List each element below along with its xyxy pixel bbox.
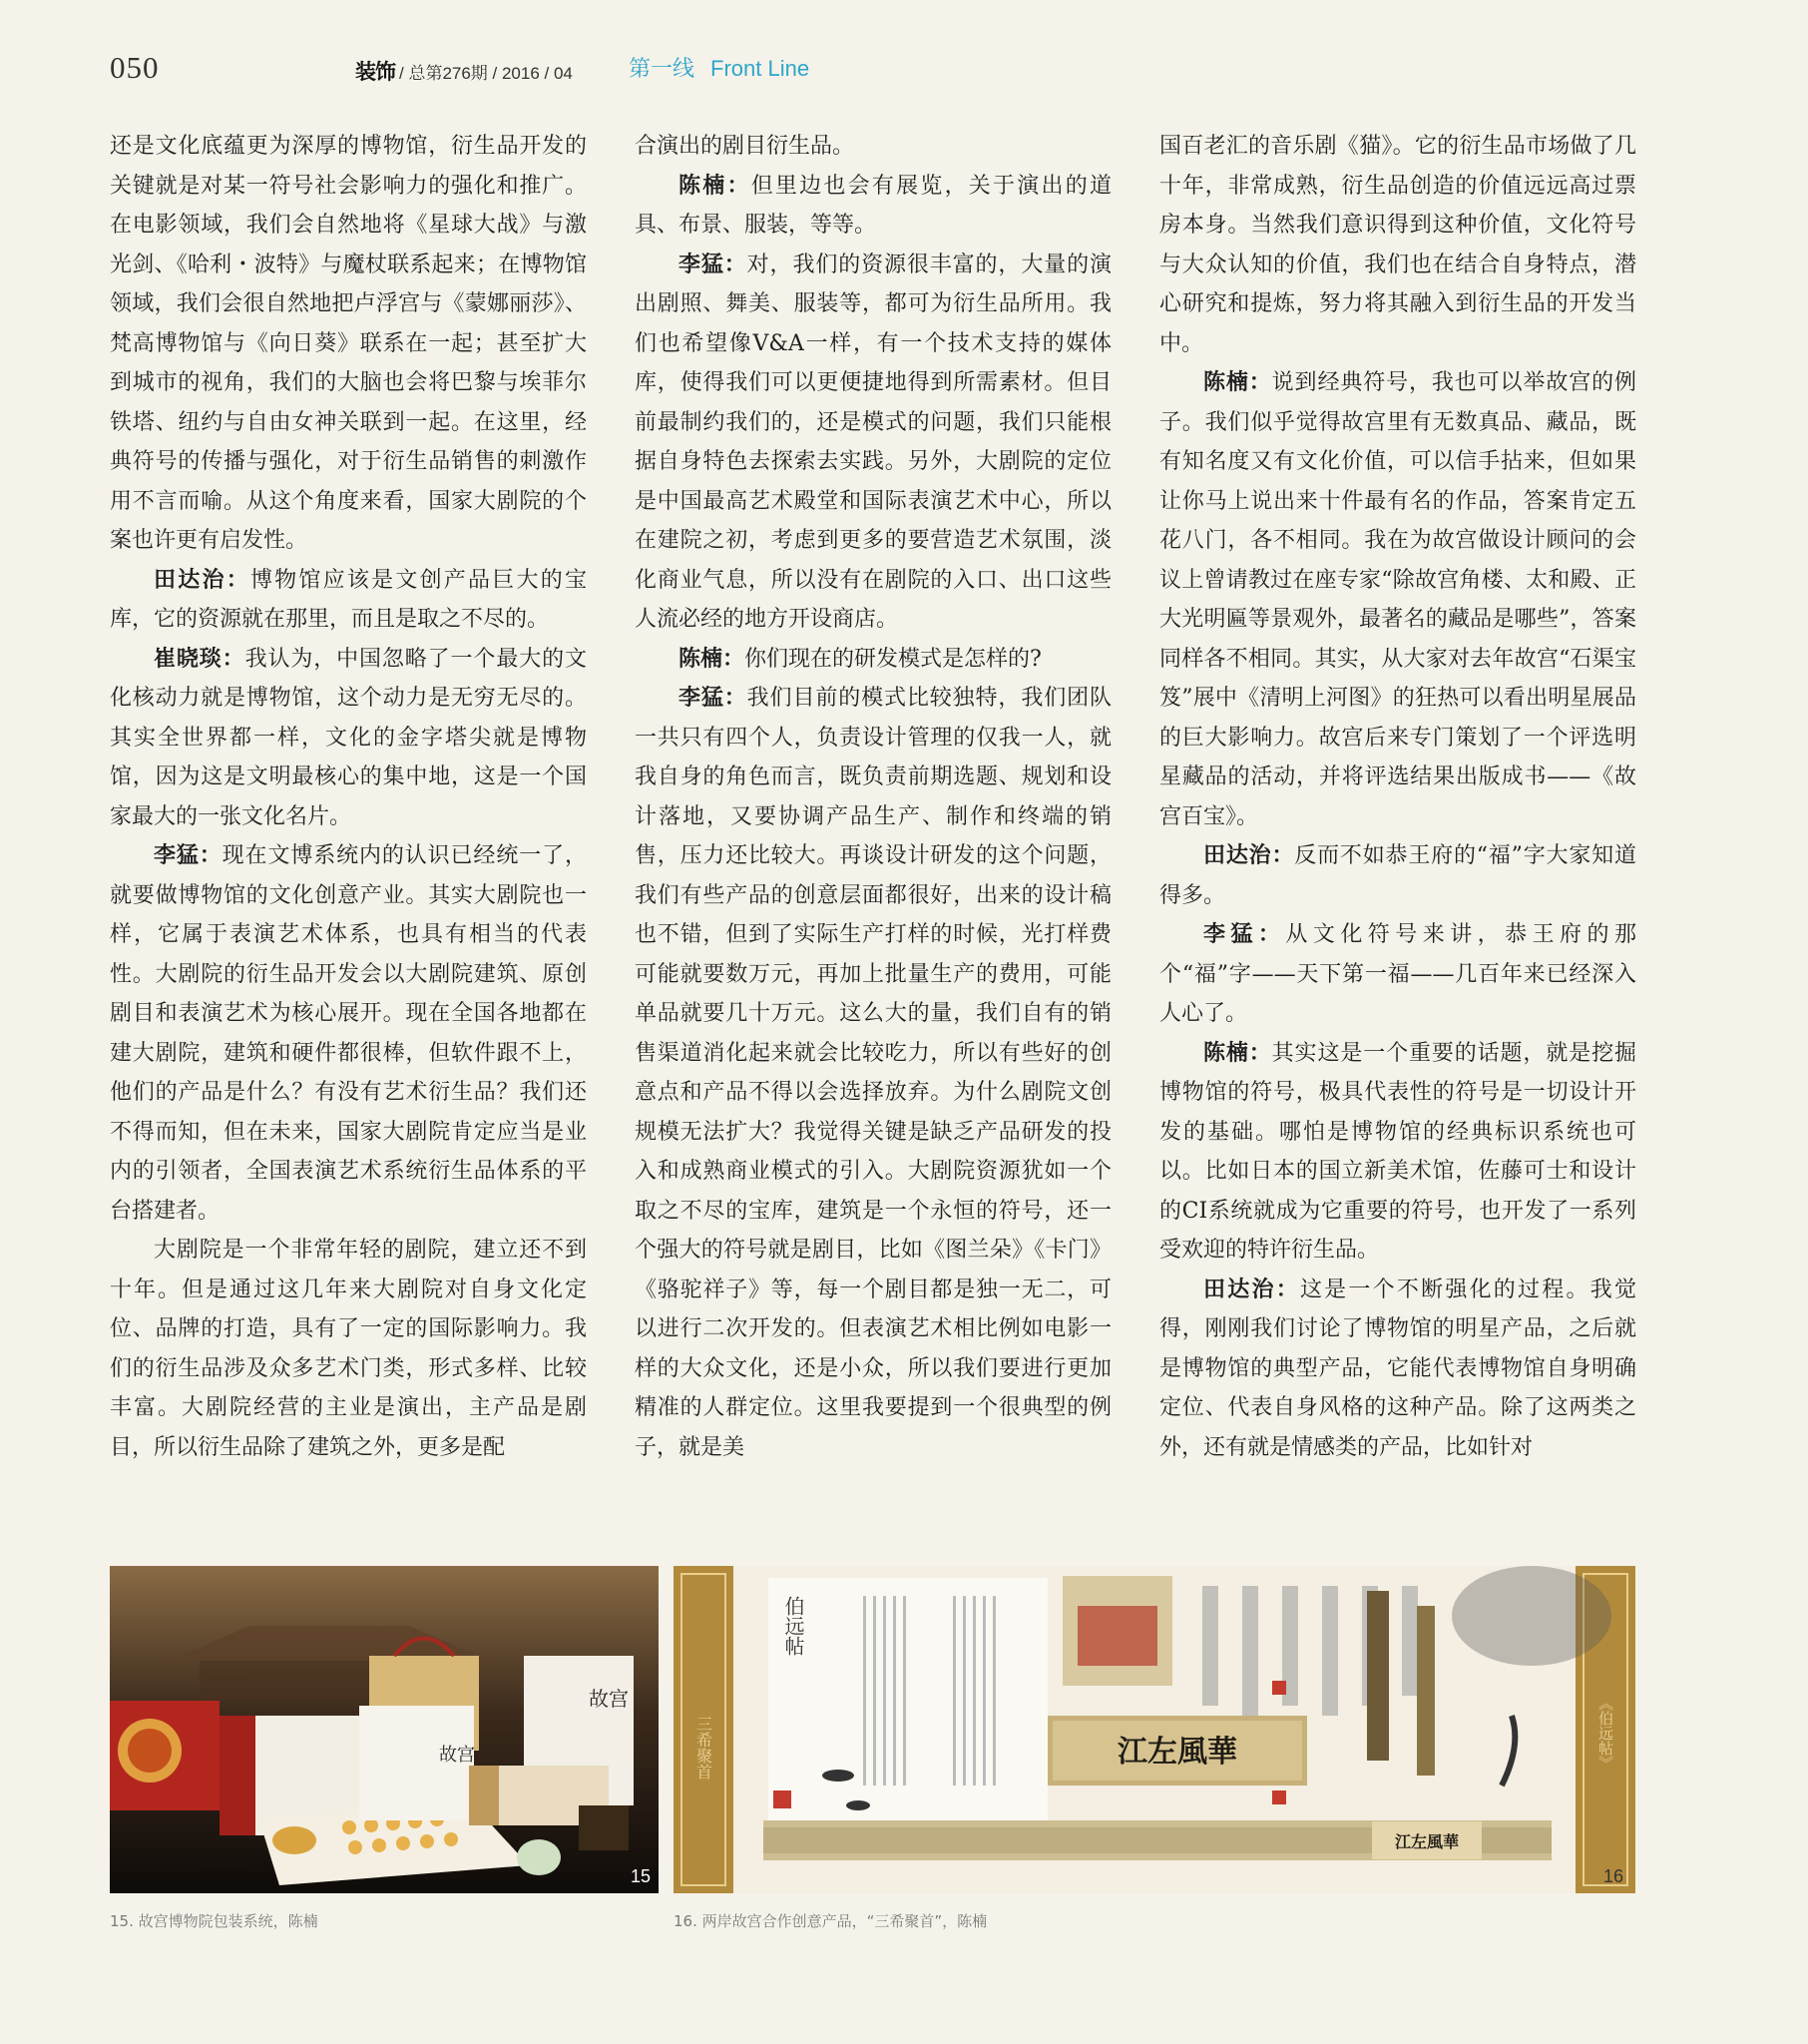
paragraph-text: 其实这是一个重要的话题，就是挖掘博物馆的符号，极具代表性的符号是一切设计开发的基础。哪怕是博物馆的经典标识系统也可以。比如日本的国立新美术馆，佐藤可士和设计的CI系统就成为它重要的符号，也开发了一系列受欢迎的特许衍生品。 bbox=[1159, 1040, 1636, 1263]
figure-15-caption: 15. 故宫博物院包装系统，陈楠 bbox=[110, 1912, 318, 1930]
paragraph-text: 从文化符号来讲，恭王府的那个“福”字——天下第一福——几百年来已经深入人心了。 bbox=[1159, 922, 1636, 1026]
paragraph-text: 这是一个不断强化的过程。我觉得，刚刚我们讨论了博物馆的明星产品，之后就是博物馆的典型产品，它能代表博物馆自身明确定位、代表自身风格的这种产品。除了这两类之外，还有就是情感类的产品，比如针对 bbox=[1159, 1277, 1636, 1460]
article-paragraph bbox=[110, 1231, 587, 1464]
figure-16-number: 16 bbox=[1602, 1866, 1623, 1886]
magazine-meta bbox=[355, 56, 573, 86]
article-paragraph bbox=[1159, 363, 1636, 836]
paragraph-text: 我们目前的模式比较独特，我们团队一共只有四个人，负责设计管理的仅我一人，就我自身的角色而言，既负责前期选题、规划和设计落地，又要协调产品生产、制作和终端的销售，压力还比较大。再谈设计研发的这个问题，我们有些产品的创意层面都很好，出来的设计稿也不错，但到了实际生产打样的时候，光打样费可能就要数万元，再加上批量生产的费用，可能单品就要几十万元。这么大的量，我们自有的销售渠道消化起来就会比较吃力，所以有些好的创意点和产品不得以会选择放弃。为什么剧院文创规模无法扩大？我觉得关键是缺乏产品研发的投入和成熟商业模式的引入。大剧院资源犹如一个取之不尽的宝库，建筑是一个永恒的符号，还一个强大的符号就是剧目，比如《图兰朵》《卡门》《骆驼祥子》等，每一个剧目都是独一无二，可以进行二次开发的。但表演艺术相比例如电影一样的大众文化，还是小众，所以我们要进行更加精准的人群定位。这里我要提到一个很典型的例子，就是美 bbox=[635, 686, 1112, 1460]
speaker-name: 崔晓琰： bbox=[154, 646, 245, 672]
paragraph-text: 国百老汇的音乐剧《猫》。它的衍生品市场做了几十年，非常成熟，衍生品创造的价值远远高过票房本身。当然我们意识得到这种价值，文化符号与大众认知的价值，我们也在结合自身特点，潜心研究和提炼，努力将其融入到衍生品的开发当中。 bbox=[1159, 134, 1636, 356]
article-paragraph bbox=[110, 561, 587, 640]
article-paragraph bbox=[1159, 836, 1636, 915]
page-number: 050 bbox=[110, 50, 160, 85]
packaging-illustration bbox=[110, 1566, 659, 1893]
speaker-name: 陈楠： bbox=[1203, 370, 1272, 395]
side-label-left: 三希聚首 bbox=[693, 1716, 713, 1780]
article-paragraph bbox=[1159, 127, 1636, 363]
section-label-cn: 第一线 bbox=[629, 57, 695, 82]
package-label-2: 故宫 bbox=[589, 1687, 629, 1711]
scroll-label: 江左風華 bbox=[1394, 1832, 1460, 1851]
paragraph-text: 我认为，中国忽略了一个最大的文化核动力就是博物馆，这个动力是无穷无尽的。其实全世界都一样，文化的金字塔尖就是博物馆，因为这是文明最核心的集中地，这是一个国家最大的一张文化名片。 bbox=[110, 646, 587, 829]
article-paragraph bbox=[1159, 915, 1636, 1034]
paragraph-text: 大剧院是一个非常年轻的剧院，建立还不到十年。但是通过这几年来大剧院对自身文化定位、品牌的打造，具有了一定的国际影响力。我们的衍生品涉及众多艺术门类，形式多样、比较丰富。大剧院经营的主业是演出，主产品是剧目，所以衍生品除了建筑之外，更多是配 bbox=[110, 1238, 587, 1460]
article-paragraph bbox=[110, 127, 587, 561]
article-paragraph bbox=[110, 836, 587, 1231]
speaker-name: 李猛： bbox=[1203, 922, 1286, 947]
calligraphy-spread-illustration bbox=[674, 1566, 1635, 1893]
paragraph-text: 博物馆应该是文创产品巨大的宝库，它的资源就在那里，而且是取之不尽的。 bbox=[110, 567, 587, 632]
speaker-name: 李猛： bbox=[154, 843, 223, 868]
paragraph-text: 但里边也会有展览，关于演出的道具、布景、服装，等等。 bbox=[635, 173, 1112, 238]
article-paragraph bbox=[635, 167, 1112, 246]
article-paragraph bbox=[1159, 1271, 1636, 1465]
speaker-name: 李猛： bbox=[678, 686, 747, 711]
section-label-en: Front Line bbox=[710, 56, 810, 81]
section-label bbox=[629, 52, 809, 83]
article-paragraph bbox=[110, 640, 587, 837]
figure-15-number: 15 bbox=[630, 1866, 651, 1886]
paragraph-text: 反而不如恭王府的“福”字大家知道得多。 bbox=[1159, 843, 1636, 908]
paragraph-text: 对，我们的资源很丰富的，大量的演出剧照、舞美、服装等，都可为衍生品所用。我们也希望像V&A一样，有一个技术支持的媒体库，使得我们可以更便捷地得到所需素材。但目前最制约我们的，还是模式的问题，我们只能根据自身特色去探索去实践。另外，大剧院的定位是中国最高艺术殿堂和国际表演艺术中心，所以在建院之初，考虑到更多的要营造艺术氛围，淡化商业气息，所以没有在剧院的入口、出口这些人流必经的地方开设商店。 bbox=[635, 252, 1112, 632]
speaker-name: 田达治： bbox=[154, 567, 250, 593]
issue-info: / 总第276期 / 2016 / 04 bbox=[399, 64, 573, 83]
figure-15-photo bbox=[110, 1566, 659, 1893]
speaker-name: 田达治： bbox=[1203, 1277, 1300, 1302]
article-paragraph bbox=[635, 679, 1112, 1464]
speaker-name: 陈楠： bbox=[678, 646, 745, 672]
magazine-logo: 装饰 bbox=[355, 60, 395, 84]
banner-text: 江左風華 bbox=[1118, 1735, 1237, 1770]
side-label-right: 《伯远帖》 bbox=[1596, 1696, 1614, 1771]
speaker-name: 陈楠： bbox=[678, 173, 751, 199]
article-paragraph bbox=[635, 246, 1112, 640]
booklet-title: 伯远帖 bbox=[781, 1596, 805, 1656]
article-column-1 bbox=[110, 127, 587, 1464]
paragraph-text: 你们现在的研发模式是怎样的? bbox=[744, 646, 1042, 672]
package-label-1: 故宫 bbox=[439, 1745, 475, 1766]
figure-16-photo bbox=[674, 1566, 1635, 1893]
article-paragraph bbox=[635, 640, 1112, 680]
speaker-name: 陈楠： bbox=[1203, 1040, 1272, 1066]
speaker-name: 李猛： bbox=[678, 252, 747, 277]
article-paragraph bbox=[1159, 1034, 1636, 1271]
paragraph-text: 合演出的剧目衍生品。 bbox=[635, 134, 855, 159]
article-column-2 bbox=[635, 127, 1112, 1464]
article-paragraph bbox=[635, 127, 1112, 167]
paragraph-text: 还是文化底蕴更为深厚的博物馆，衍生品开发的关键就是对某一符号社会影响力的强化和推广。在电影领域，我们会自然地将《星球大战》与激光剑、《哈利・波特》与魔杖联系起来；在博物馆领域，我们会很自然地把卢浮宫与《蒙娜丽莎》、梵高博物馆与《向日葵》联系在一起；甚至扩大到城市的视角，我们的大脑也会将巴黎与埃菲尔铁塔、纽约与自由女神关联到一起。在这里，经典符号的传播与强化，对于衍生品销售的刺激作用不言而喻。从这个角度来看，国家大剧院的个案也许更有启发性。 bbox=[110, 134, 587, 553]
paragraph-text: 现在文博系统内的认识已经统一了，就要做博物馆的文化创意产业。其实大剧院也一样，它属于表演艺术体系，也具有相当的代表性。大剧院的衍生品开发会以大剧院建筑、原创剧目和表演艺术为核心展开。现在全国各地都在建大剧院，建筑和硬件都很棒，但软件跟不上，他们的产品是什么？有没有艺术衍生品？我们还不得而知，但在未来，国家大剧院肯定应当是业内的引领者，全国表演艺术系统衍生品体系的平台搭建者。 bbox=[110, 843, 587, 1224]
paragraph-text: 说到经典符号，我也可以举故宫的例子。我们似乎觉得故宫里有无数真品、藏品，既有知名度又有文化价值，可以信手拈来，但如果让你马上说出来十件最有名的作品，答案肯定五花八门，各不相同。我在为故宫做设计顾问的会议上曾请教过在座专家“除故宫角楼、太和殿、正大光明匾等景观外，最著名的藏品是哪些”，答案同样各不相同。其实，从大家对去年故宫“石渠宝笈”展中《清明上河图》的狂热可以看出明星展品的巨大影响力。故宫后来专门策划了一个评选明星藏品的活动，并将评选结果出版成书——《故宫百宝》。 bbox=[1159, 370, 1636, 829]
article-column-3 bbox=[1159, 127, 1636, 1464]
speaker-name: 田达治： bbox=[1203, 843, 1295, 868]
figure-16-caption: 16. 两岸故宫合作创意产品，“三希聚首”，陈楠 bbox=[674, 1912, 988, 1930]
